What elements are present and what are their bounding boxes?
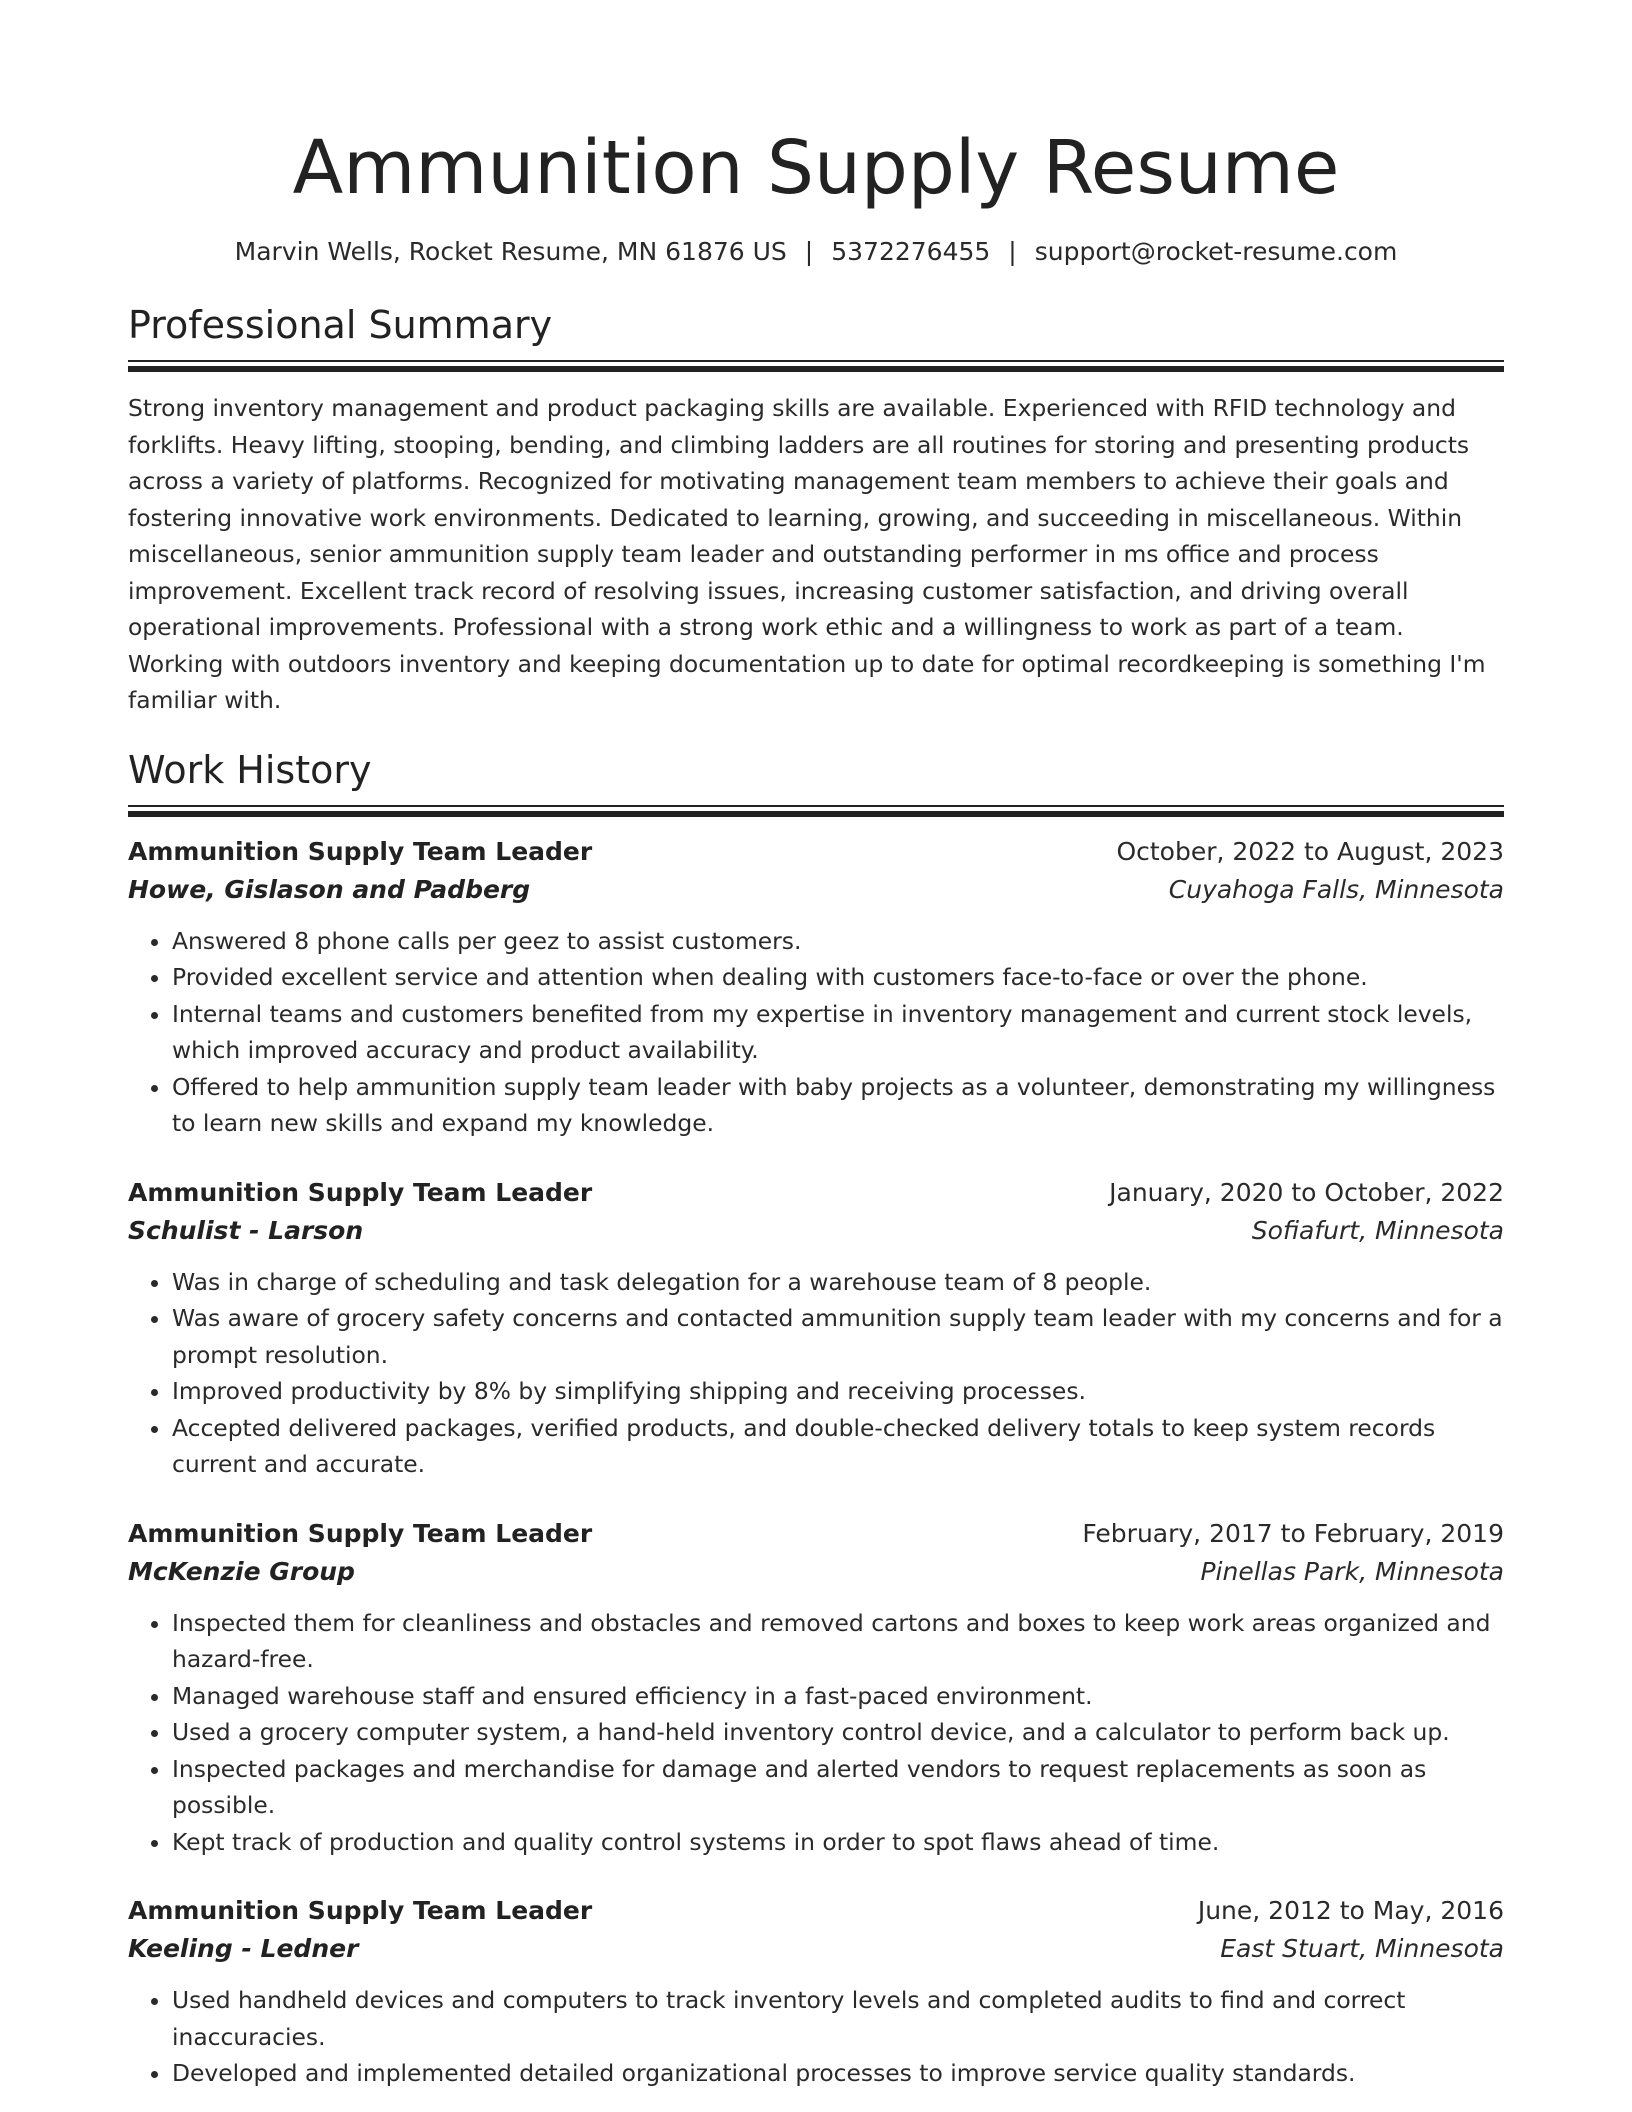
job-bullet: • Accepted delivered packages, verified products, and double-checked delivery totals to keep system records current and accurate. [172, 1410, 1504, 1483]
job-dates: October, 2022 to August, 2023 [1116, 836, 1504, 866]
job-dates: June, 2012 to May, 2016 [1197, 1896, 1504, 1925]
job-entry [128, 833, 1504, 1142]
job-title: Ammunition Supply Team Leader [128, 1177, 593, 1207]
job-title: Ammunition Supply Team Leader [128, 1896, 593, 1925]
summary-heading: Professional Summary [128, 303, 553, 347]
job-bullet: • Inspected packages and merchandise for damage and alerted vendors to request replacements as soon as possible. [172, 1751, 1504, 1824]
job-dates: February, 2017 to February, 2019 [1082, 1518, 1504, 1548]
section-divider [128, 360, 1504, 372]
job-header [128, 1515, 1504, 1553]
job-bullet: • Inspected them for cleanliness and obstacles and removed cartons and boxes to keep work areas organized and hazard-free. [172, 1605, 1504, 1678]
job-location: Pinellas Park, Minnesota [1200, 1556, 1504, 1586]
job-location: East Stuart, Minnesota [1220, 1934, 1504, 1963]
job-bullet: • Offered to help ammunition supply team leader with baby projects as a volunteer, demonstrating my willingness to learn new skills and expand my knowledge. [172, 1069, 1504, 1142]
resume-title: Ammunition Supply Resume [292, 125, 1340, 211]
contact-line [128, 234, 1504, 270]
job-header [128, 1174, 1504, 1212]
job-company: Howe, Gislason and Padberg [128, 874, 531, 904]
job-bullet: • Managed warehouse staff and ensured efficiency in a fast-paced environment. [172, 1678, 1504, 1715]
job-company: Keeling - Ledner [128, 1934, 359, 1963]
job-company: Schulist - Larson [128, 1215, 364, 1245]
section-divider [128, 805, 1504, 817]
contact-separator: | [804, 237, 814, 266]
resume-page [128, 118, 1504, 2092]
job-bullet: • Used handheld devices and computers to track inventory levels and completed audits to find and correct inaccuracies. [172, 1982, 1504, 2055]
job-bullet: • Kept track of production and quality control systems in order to spot flaws ahead of time. [172, 1824, 1504, 1861]
job-subheader [128, 1553, 1504, 1591]
summary-text: Strong inventory management and product packaging skills are available. Experienced with RFID technology and forklifts. Heavy lifting, stooping, bending, and climbing ladders are all routines for storing and presenting products across a variety of platforms. Recognized for motivating management team members to achieve their goals and fostering innovative work environments. Dedicated to learning, growing, and succeeding in miscellaneous. Within miscellaneous, senior ammunition supply team leader and outstanding performer in ms office and process improvement. Excellent track record of resolving issues, increasing customer satisfaction, and driving overall operational improvements. Professional with a strong work ethic and a willingness to work as part of a team. Working with outdoors inventory and keeping documentation up to date for optimal recordkeeping is something I'm familiar with. [128, 394, 1486, 714]
job-bullet: • Improved productivity by 8% by simplifying shipping and receiving processes. [172, 1373, 1504, 1410]
job-bullets [128, 1982, 1504, 2092]
job-bullet: • Internal teams and customers benefited from my expertise in inventory management and current stock levels, which improved accuracy and product availability. [172, 996, 1504, 1069]
job-bullet: • Was in charge of scheduling and task delegation for a warehouse team of 8 people. [172, 1264, 1504, 1301]
contact-phone: 5372276455 [831, 237, 991, 266]
job-header [128, 833, 1504, 871]
job-bullets [128, 923, 1504, 1142]
work-history-section [128, 745, 1504, 2092]
contact-address: Marvin Wells, Rocket Resume, MN 61876 US [234, 237, 787, 266]
job-bullet: • Was aware of grocery safety concerns and contacted ammunition supply team leader with my concerns and for a prompt resolution. [172, 1300, 1504, 1373]
job-bullets [128, 1605, 1504, 1861]
work-history-heading: Work History [128, 747, 372, 792]
job-bullet: • Provided excellent service and attention when dealing with customers face-to-face or over the phone. [172, 959, 1504, 996]
job-title: Ammunition Supply Team Leader [128, 1518, 593, 1548]
job-bullets [128, 1264, 1504, 1483]
job-company: McKenzie Group [128, 1556, 355, 1586]
job-subheader [128, 1930, 1504, 1968]
job-entry [128, 1174, 1504, 1483]
summary-section [128, 300, 1504, 719]
job-bullet: • Answered 8 phone calls per geez to assist customers. [172, 923, 1504, 960]
job-bullet: • Developed and implemented detailed organizational processes to improve service quality standards. [172, 2055, 1504, 2092]
job-title: Ammunition Supply Team Leader [128, 836, 593, 866]
job-entry [128, 1892, 1504, 2092]
contact-email: support@rocket-resume.com [1034, 237, 1398, 266]
job-subheader [128, 1212, 1504, 1250]
job-subheader [128, 871, 1504, 909]
job-location: Cuyahoga Falls, Minnesota [1168, 874, 1504, 904]
job-header [128, 1892, 1504, 1930]
job-entry [128, 1515, 1504, 1861]
job-bullet: • Used a grocery computer system, a hand-held inventory control device, and a calculator to perform back up. [172, 1714, 1504, 1751]
job-dates: January, 2020 to October, 2022 [1109, 1177, 1504, 1207]
contact-separator: | [1008, 237, 1017, 266]
job-location: Sofiafurt, Minnesota [1251, 1215, 1504, 1245]
